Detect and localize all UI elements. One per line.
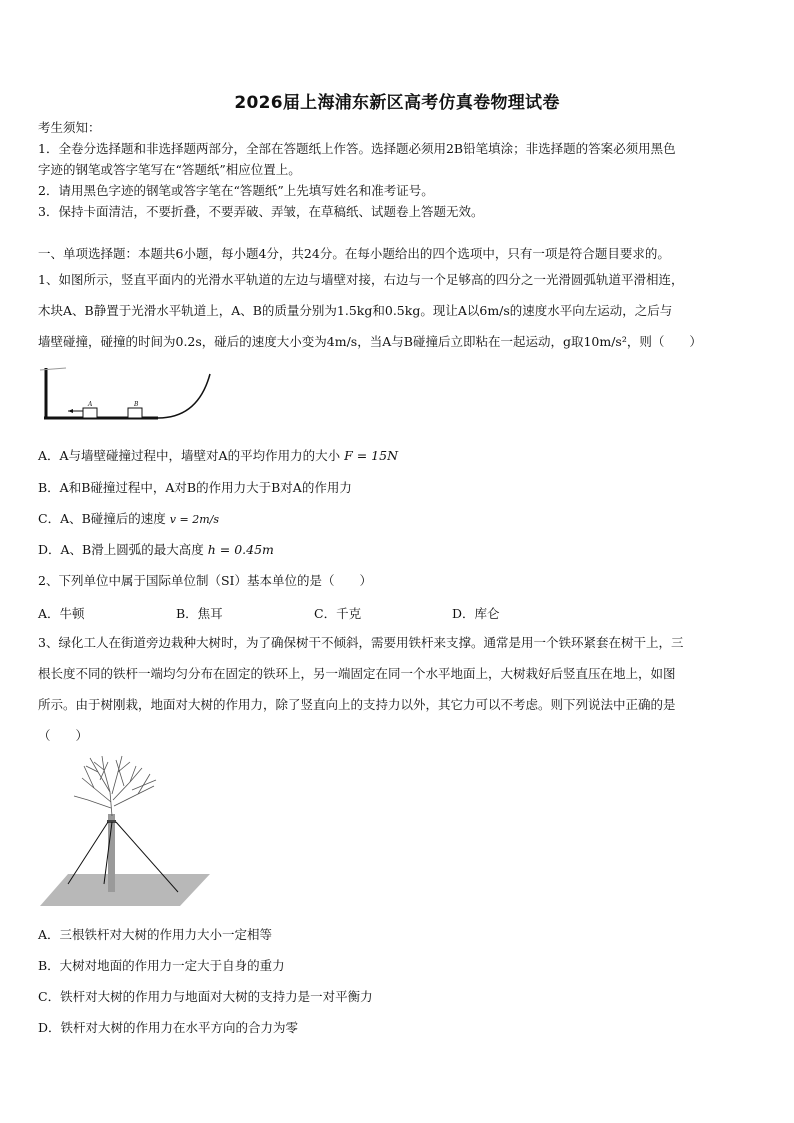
q2-option-c: C．千克	[314, 606, 362, 621]
q1-stem-line-3: 墙壁碰撞，碰撞的时间为0.2s，碰后的速度大小变为4m/s，当A与B碰撞后立即粘在一起运动，g取10m/s²，则（ ）	[38, 334, 702, 349]
q1-stem-line-2: 木块A、B静置于光滑水平轨道上，A、B的质量分别为1.5kg和0.5kg。现让A以6m/s的速度水平向左运动，之后与	[38, 303, 673, 318]
notice-item-1: 1．全卷分选择题和非选择题两部分，全部在答题纸上作答。选择题必须用2B铅笔填涂；非选择题的答案必须用黑色	[38, 141, 676, 156]
q2-stem: 2、下列单位中属于国际单位制（SI）基本单位的是（ ）	[38, 573, 372, 588]
q1-option-d-formula: h = 0.45m	[207, 542, 274, 557]
q1-option-a-text: A．A与墙壁碰撞过程中，墙壁对A的平均作用力的大小	[38, 448, 341, 463]
q3-option-b: B．大树对地面的作用力一定大于自身的重力	[38, 958, 285, 973]
q1-option-c	[38, 511, 219, 528]
q1-stem-line-1: 1、如图所示，竖直平面内的光滑水平轨道的左边与墙壁对接，右边与一个足够高的四分之一光滑圆弧轨道平滑相连，	[38, 272, 684, 287]
q1-option-b: B．A和B碰撞过程中，A对B的作用力大于B对A的作用力	[38, 480, 352, 495]
q3-tree-figure	[38, 752, 218, 912]
q1-option-d-text: D．A、B滑上圆弧的最大高度	[38, 542, 204, 557]
label-block-b: B	[134, 401, 139, 408]
q2-options	[38, 604, 758, 620]
q1-option-d	[38, 542, 274, 558]
q1-option-c-formula: v = 2m/s	[169, 513, 219, 526]
q2-option-a: A．牛顿	[38, 606, 85, 621]
notice-item-3: 3．保持卡面清洁，不要折叠，不要弄破、弄皱，在草稿纸、试题卷上答题无效。	[38, 204, 484, 219]
q3-option-d: D．铁杆对大树的作用力在水平方向的合力为零	[38, 1020, 299, 1035]
q3-stem-line-2: 根长度不同的铁杆一端均匀分布在固定的铁环上，另一端固定在同一个水平地面上，大树栽好后竖直压在地上，如图	[38, 666, 676, 681]
page-title: 2026届上海浦东新区高考仿真卷物理试卷	[234, 93, 560, 113]
q1-option-a	[38, 448, 398, 464]
q1-option-c-text: C．A、B碰撞后的速度	[38, 511, 166, 526]
notice-heading: 考生须知：	[38, 120, 101, 135]
q2-option-b: B．焦耳	[176, 606, 223, 621]
q3-stem-line-3: 所示。由于树刚栽，地面对大树的作用力，除了竖直向上的支持力以外，其它力可以不考虑。则下列说法中正确的是	[38, 697, 676, 712]
q3-option-a: A．三根铁杆对大树的作用力大小一定相等	[38, 927, 273, 942]
q3-stem-line-4: （ ）	[38, 728, 89, 743]
label-block-a: A	[88, 401, 93, 408]
q1-track-figure	[38, 362, 218, 430]
q1-option-a-formula: F = 15N	[344, 448, 399, 463]
section-heading: 一、单项选择题：本题共6小题，每小题4分，共24分。在每小题给出的四个选项中，只有一项是符合题目要求的。	[38, 246, 670, 261]
notice-item-2: 2．请用黑色字迹的钢笔或答字笔在“答题纸”上先填写姓名和准考证号。	[38, 183, 434, 198]
q2-option-d: D．库仑	[452, 606, 500, 621]
q3-stem-line-1: 3、绿化工人在街道旁边栽种大树时，为了确保树干不倾斜，需要用铁杆来支撑。通常是用一个铁环紧套在树干上，三	[38, 635, 684, 650]
q3-option-c: C．铁杆对大树的作用力与地面对大树的支持力是一对平衡力	[38, 989, 373, 1004]
notice-item-1-cont: 字迹的钢笔或答字笔写在“答题纸”相应位置上。	[38, 162, 301, 177]
